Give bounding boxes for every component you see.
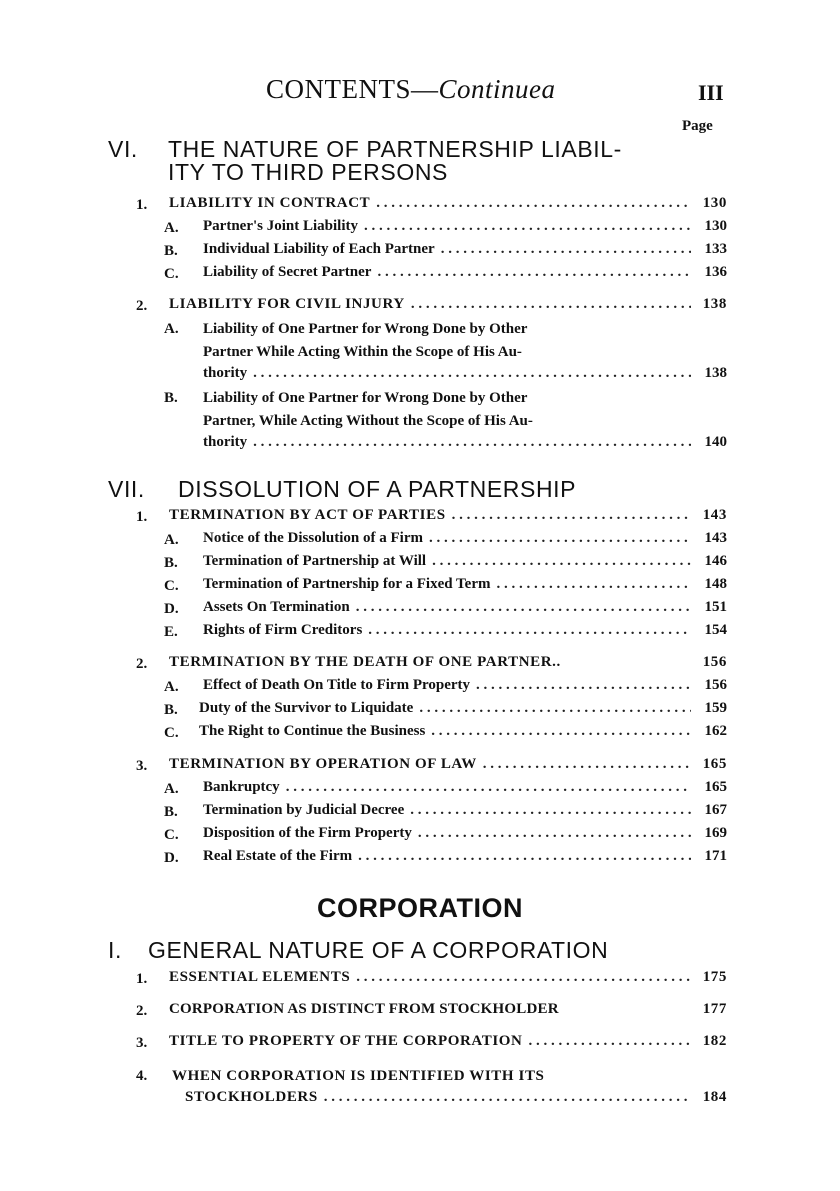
dot-leader bbox=[411, 296, 691, 313]
page-ref: 140 bbox=[704, 434, 727, 450]
item-label: C. bbox=[164, 827, 179, 843]
toc-section-row[interactable] bbox=[169, 507, 727, 527]
page-ref: 184 bbox=[702, 1089, 727, 1105]
item-title: Disposition of the Firm Property bbox=[203, 825, 412, 841]
item-title: The Right to Continue the Business bbox=[199, 723, 426, 739]
item-label: A. bbox=[164, 321, 179, 337]
item-title: Duty of the Survivor to Liquidate bbox=[199, 700, 414, 716]
dot-leader bbox=[497, 576, 692, 593]
toc-item-row[interactable] bbox=[203, 434, 727, 454]
dot-leader bbox=[364, 218, 691, 235]
toc-item-row[interactable] bbox=[203, 599, 727, 619]
item-title-line: Partner, While Acting Without the Scope of His Au- bbox=[203, 413, 533, 429]
dot-leader bbox=[418, 825, 691, 842]
section-number: 4. bbox=[136, 1068, 148, 1084]
toc-item-row[interactable] bbox=[199, 700, 727, 720]
item-title: Rights of Firm Creditors bbox=[203, 622, 363, 638]
page-ref: 159 bbox=[704, 700, 727, 716]
item-title: Termination of Partnership for a Fixed Term bbox=[203, 576, 491, 592]
part-number: I. bbox=[108, 937, 122, 963]
page-ref: 130 bbox=[704, 218, 727, 234]
dot-leader bbox=[432, 553, 691, 570]
dot-leader bbox=[441, 241, 691, 258]
dot-leader bbox=[368, 622, 691, 639]
dot-leader bbox=[419, 700, 691, 717]
item-title: Real Estate of the Firm bbox=[203, 848, 353, 864]
page-ref: 138 bbox=[702, 296, 727, 312]
toc-section-row[interactable] bbox=[169, 296, 727, 316]
toc-item-row[interactable] bbox=[203, 825, 727, 845]
page-number: III bbox=[698, 80, 724, 105]
item-label: A. bbox=[164, 532, 179, 548]
item-title: Notice of the Dissolution of a Firm bbox=[203, 530, 423, 546]
page-ref: 146 bbox=[704, 553, 727, 569]
toc-section-row[interactable] bbox=[185, 1089, 727, 1109]
toc-item-row[interactable] bbox=[203, 779, 727, 799]
section-title: LIABILITY IN CONTRACT bbox=[169, 195, 371, 211]
section-number: 1. bbox=[136, 971, 148, 987]
toc-item-row[interactable] bbox=[199, 723, 727, 743]
dot-leader bbox=[377, 264, 691, 281]
page-ref: 143 bbox=[702, 507, 727, 523]
toc-item-row[interactable] bbox=[203, 264, 727, 284]
dot-leader bbox=[356, 969, 691, 986]
item-title: Bankruptcy bbox=[203, 779, 280, 795]
toc-section-row[interactable] bbox=[169, 756, 727, 776]
item-title-line: Liability of One Partner for Wrong Done by Other bbox=[203, 321, 528, 337]
toc-item-row[interactable] bbox=[203, 530, 727, 550]
page-ref: 154 bbox=[704, 622, 727, 638]
dot-leader bbox=[358, 848, 691, 865]
page-header-title bbox=[266, 74, 556, 105]
page-ref: 162 bbox=[704, 723, 727, 739]
page-ref: 130 bbox=[702, 195, 727, 211]
page-ref: 138 bbox=[704, 365, 727, 381]
section-title: CORPORATION AS DISTINCT FROM STOCKHOLDER bbox=[169, 1001, 559, 1017]
item-title-line: thority bbox=[203, 365, 248, 381]
item-title-line: Liability of One Partner for Wrong Done by Other bbox=[203, 390, 528, 406]
page-ref: 169 bbox=[704, 825, 727, 841]
section-title: TERMINATION BY THE DEATH OF ONE PARTNER.. bbox=[169, 654, 561, 670]
item-label: B. bbox=[164, 390, 178, 406]
toc-section-row[interactable] bbox=[169, 969, 727, 989]
page-column-label: Page bbox=[682, 118, 713, 134]
page-ref: 177 bbox=[702, 1001, 727, 1017]
dot-leader bbox=[529, 1033, 692, 1050]
item-title: Liability of Secret Partner bbox=[203, 264, 372, 280]
page-ref: 136 bbox=[704, 264, 727, 280]
dot-leader bbox=[483, 756, 691, 773]
header-title-main: CONTENTS— bbox=[266, 74, 439, 104]
dot-leader bbox=[410, 802, 691, 819]
toc-item-row[interactable] bbox=[203, 622, 727, 642]
section-number: 3. bbox=[136, 1035, 148, 1051]
part-title-line: ITY TO THIRD PERSONS bbox=[168, 159, 448, 185]
part-title: GENERAL NATURE OF A CORPORATION bbox=[148, 937, 609, 963]
toc-item-row[interactable] bbox=[203, 848, 727, 868]
section-title: TERMINATION BY OPERATION OF LAW bbox=[169, 756, 477, 772]
page-ref: 156 bbox=[702, 654, 727, 670]
item-title: Termination of Partnership at Will bbox=[203, 553, 427, 569]
dot-leader bbox=[356, 599, 691, 616]
page-ref: 175 bbox=[702, 969, 727, 985]
dot-leader bbox=[253, 434, 691, 451]
item-label: B. bbox=[164, 702, 178, 718]
dot-leader bbox=[429, 530, 691, 547]
item-title: Termination by Judicial Decree bbox=[203, 802, 405, 818]
toc-item-row[interactable] bbox=[203, 576, 727, 596]
item-label: A. bbox=[164, 220, 179, 236]
page-ref: 148 bbox=[704, 576, 727, 592]
dot-leader bbox=[253, 365, 691, 382]
toc-section-row[interactable] bbox=[169, 1033, 727, 1053]
section-number: 2. bbox=[136, 298, 148, 314]
dot-leader bbox=[431, 723, 691, 740]
item-label: C. bbox=[164, 578, 179, 594]
page-ref: 151 bbox=[704, 599, 727, 615]
item-label: B. bbox=[164, 804, 178, 820]
section-title-line: STOCKHOLDERS bbox=[185, 1089, 318, 1105]
toc-item-row[interactable] bbox=[203, 553, 727, 573]
part-title: DISSOLUTION OF A PARTNERSHIP bbox=[178, 476, 577, 502]
item-title-line: thority bbox=[203, 434, 248, 450]
item-title: Assets On Termination bbox=[203, 599, 350, 615]
page-ref: 171 bbox=[704, 848, 727, 864]
item-label: D. bbox=[164, 601, 179, 617]
dot-leader bbox=[324, 1089, 691, 1106]
section-title: LIABILITY FOR CIVIL INJURY bbox=[169, 296, 405, 312]
part-number: VII. bbox=[108, 476, 145, 502]
section-number: 3. bbox=[136, 758, 148, 774]
page-ref: 156 bbox=[704, 677, 727, 693]
toc-item-row[interactable] bbox=[203, 218, 727, 238]
item-label: A. bbox=[164, 679, 179, 695]
item-label: C. bbox=[164, 266, 179, 282]
page-ref: 133 bbox=[704, 241, 727, 257]
section-title: TITLE TO PROPERTY OF THE CORPORATION bbox=[169, 1033, 523, 1049]
item-title: Effect of Death On Title to Firm Property bbox=[203, 677, 471, 693]
section-number: 2. bbox=[136, 656, 148, 672]
page-ref: 182 bbox=[702, 1033, 727, 1049]
toc-item-row[interactable] bbox=[203, 365, 727, 385]
section-number: 2. bbox=[136, 1003, 148, 1019]
header-title-italic: Continuea bbox=[438, 74, 556, 104]
page-ref: 165 bbox=[704, 779, 727, 795]
toc-item-row[interactable] bbox=[203, 241, 727, 261]
item-label: B. bbox=[164, 555, 178, 571]
section-title-line: WHEN CORPORATION IS IDENTIFIED WITH ITS bbox=[172, 1068, 545, 1084]
toc-item-row[interactable] bbox=[203, 802, 727, 822]
part-number: VI. bbox=[108, 136, 138, 162]
dot-leader bbox=[476, 677, 691, 694]
section-title: TERMINATION BY ACT OF PARTIES bbox=[169, 507, 446, 523]
item-label: C. bbox=[164, 725, 179, 741]
page-ref: 143 bbox=[704, 530, 727, 546]
item-label: E. bbox=[164, 624, 178, 640]
dot-leader bbox=[452, 507, 691, 524]
page-ref: 167 bbox=[704, 802, 727, 818]
section-title: ESSENTIAL ELEMENTS bbox=[169, 969, 351, 985]
dot-leader bbox=[376, 195, 691, 212]
dot-leader bbox=[286, 779, 691, 796]
part-title-line: THE NATURE OF PARTNERSHIP LIABIL- bbox=[168, 136, 622, 162]
toc-item-row[interactable] bbox=[203, 677, 727, 697]
corporation-heading: CORPORATION bbox=[317, 893, 523, 923]
item-label: B. bbox=[164, 243, 178, 259]
item-title: Individual Liability of Each Partner bbox=[203, 241, 435, 257]
page-ref: 165 bbox=[702, 756, 727, 772]
item-label: D. bbox=[164, 850, 179, 866]
toc-section-row[interactable] bbox=[169, 195, 727, 215]
toc-section-row[interactable] bbox=[169, 1001, 727, 1021]
item-title-line: Partner While Acting Within the Scope of His Au- bbox=[203, 344, 522, 360]
item-label: A. bbox=[164, 781, 179, 797]
section-number: 1. bbox=[136, 509, 148, 525]
item-title: Partner's Joint Liability bbox=[203, 218, 358, 234]
section-number: 1. bbox=[136, 197, 148, 213]
toc-section-row[interactable] bbox=[169, 654, 727, 674]
